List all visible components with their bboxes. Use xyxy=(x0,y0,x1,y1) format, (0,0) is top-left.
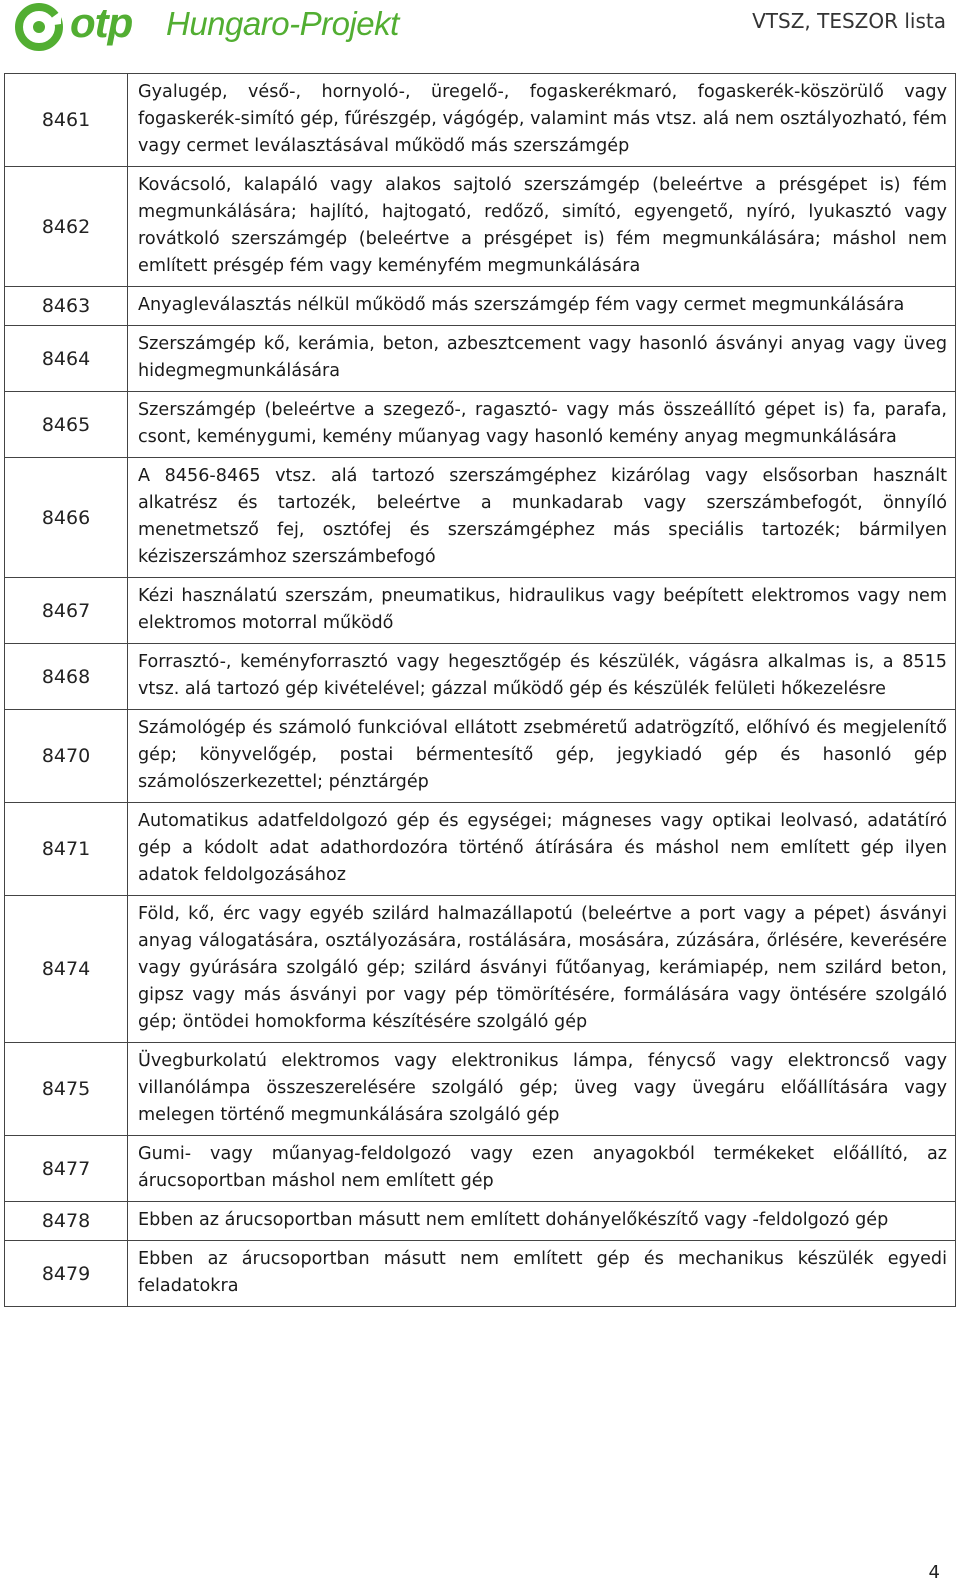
logo-brand-text: otp xyxy=(70,0,133,46)
tariff-code: 8478 xyxy=(5,1202,128,1241)
company-logo xyxy=(14,2,434,52)
otp-logo-icon xyxy=(14,2,68,52)
table-row xyxy=(5,1241,956,1307)
table-row xyxy=(5,458,956,578)
tariff-description: Szerszámgép kő, kerámia, beton, azbesztcement vagy hasonló ásványi anyag vagy üveg hidegmegmunkálására xyxy=(128,326,956,392)
tariff-description: Gyalugép, véső-, hornyoló-, üregelő-, fogaskerékmaró, fogaskerék-köszörülő vagy fogaskerék-simító gép, fűrészgép, vágógép, valamint más vtsz. alá nem osztályozható, fém vagy cermet leválasztásával működő más szerszámgép xyxy=(128,74,956,167)
page-header xyxy=(0,0,960,60)
tariff-code: 8479 xyxy=(5,1241,128,1307)
tariff-description: Kézi használatú szerszám, pneumatikus, hidraulikus vagy beépített elektromos vagy nem elektromos motorral működő xyxy=(128,578,956,644)
tariff-code: 8474 xyxy=(5,896,128,1043)
tariff-code: 8468 xyxy=(5,644,128,710)
tariff-description: Gumi- vagy műanyag-feldolgozó vagy ezen anyagokból termékeket előállító, az árucsoportban máshol nem említett gép xyxy=(128,1136,956,1202)
tariff-code: 8465 xyxy=(5,392,128,458)
tariff-description: Szerszámgép (beleértve a szegező-, ragasztó- vagy más összeállító gépet is) fa, parafa, csont, keménygumi, kemény műanyag vagy hasonló kemény anyag megmunkálására xyxy=(128,392,956,458)
table-row xyxy=(5,896,956,1043)
tariff-description: Kovácsoló, kalapáló vagy alakos sajtoló szerszámgép (beleértve a présgépet is) fém megmunkálására; hajlító, hajtogató, redőző, simító, egyengető, nyíró, lyukasztó vagy rovátkoló szerszámgép (beleértve a présgépet is) fém megmunkálására; máshol nem említett présgép fém vagy keményfém megmunkálására xyxy=(128,167,956,287)
tariff-description: Anyagleválasztás nélkül működő más szerszámgép fém vagy cermet megmunkálására xyxy=(128,287,956,326)
tariff-description: A 8456-8465 vtsz. alá tartozó szerszámgéphez kizárólag vagy elsősorban használt alkatrész és tartozék, beleértve a munkadarab vagy szerszámbefogót, önnyíló menetmetsző fej, osztófej és szerszámgéphez más speciális tartozék; bármilyen kéziszerszámhoz szerszámbefogó xyxy=(128,458,956,578)
tariff-description: Számológép és számoló funkcióval ellátott zsebméretű adatrögzítő, előhívó és megjelenítő gép; könyvelőgép, postai bérmentesítő gép, jegykiadó gép és hasonló gép számolószerkezettel; pénztárgép xyxy=(128,710,956,803)
table-row xyxy=(5,392,956,458)
table-row xyxy=(5,326,956,392)
table-row xyxy=(5,710,956,803)
tariff-code: 8470 xyxy=(5,710,128,803)
table-row xyxy=(5,1202,956,1241)
tariff-code: 8467 xyxy=(5,578,128,644)
table-row xyxy=(5,1043,956,1136)
tariff-description: Forrasztó-, keményforrasztó vagy hegesztőgép és készülék, vágásra alkalmas is, a 8515 vtsz. alá tartozó gép kivételével; gázzal működő gép és készülék felületi hőkezelésre xyxy=(128,644,956,710)
tariff-code: 8462 xyxy=(5,167,128,287)
tariff-description: Automatikus adatfeldolgozó gép és egységei; mágneses vagy optikai leolvasó, adatátíró gép a kódolt adat adathordozóra történő átírására és máshol nem említett gép ilyen adatok feldolgozásához xyxy=(128,803,956,896)
table-row xyxy=(5,803,956,896)
tariff-code: 8466 xyxy=(5,458,128,578)
tariff-description: Ebben az árucsoportban másutt nem említett dohányelőkészítő vagy -feldolgozó gép xyxy=(128,1202,956,1241)
document-title: VTSZ, TESZOR lista xyxy=(752,9,946,33)
table-row xyxy=(5,287,956,326)
table-row xyxy=(5,167,956,287)
tariff-code: 8461 xyxy=(5,74,128,167)
table-row xyxy=(5,74,956,167)
tariff-code: 8463 xyxy=(5,287,128,326)
tariff-description: Üvegburkolatú elektromos vagy elektronikus lámpa, fénycső vagy elektroncső vagy villanólámpa összeszerelésére szolgáló gép; üveg vagy üvegáru előállítására vagy melegen történő megmunkálására szolgáló gép xyxy=(128,1043,956,1136)
table-body xyxy=(5,74,956,1307)
table-row xyxy=(5,578,956,644)
logo-subtitle: Hungaro-Projekt xyxy=(166,5,399,42)
table-row xyxy=(5,1136,956,1202)
tariff-description: Ebben az árucsoportban másutt nem említett gép és mechanikus készülék egyedi feladatokra xyxy=(128,1241,956,1307)
tariff-code-table xyxy=(4,73,956,1307)
table-row xyxy=(5,644,956,710)
page-number: 4 xyxy=(928,1562,940,1583)
tariff-code: 8475 xyxy=(5,1043,128,1136)
tariff-code: 8471 xyxy=(5,803,128,896)
tariff-description: Föld, kő, érc vagy egyéb szilárd halmazállapotú (beleértve a port vagy a pépet) ásványi anyag válogatására, osztályozására, rostálására, mosására, zúzására, őrlésére, keverésére vagy gyúrására szolgáló gép; szilárd ásványi fűtőanyag, kerámiapép, nem szilárd beton, gipsz vagy más ásványi por vagy pép tömörítésére, formálására vagy öntésére szolgáló gép; öntödei homokforma készítésére szolgáló gép xyxy=(128,896,956,1043)
tariff-code: 8477 xyxy=(5,1136,128,1202)
tariff-code: 8464 xyxy=(5,326,128,392)
